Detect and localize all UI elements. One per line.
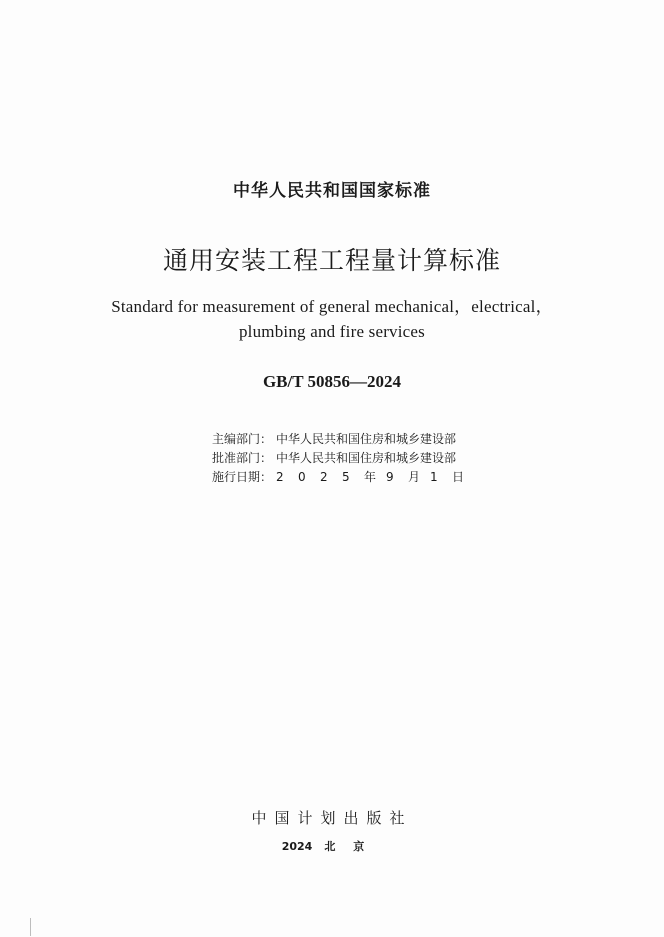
effective-date-char: 月 — [408, 470, 421, 484]
effective-date-char: 1 — [430, 470, 438, 484]
standard-title-chinese: 通用安装工程工程量计算标准 — [162, 246, 501, 275]
effective-date-char: 5 — [342, 470, 350, 484]
approver-label: 批准部门： — [212, 451, 273, 465]
publication-year: 2024 — [281, 840, 313, 853]
effective-date-char: 0 — [298, 470, 306, 484]
chief-editor-label: 主编部门： — [212, 432, 273, 446]
effective-date-char: 9 — [386, 470, 394, 484]
approver-row — [212, 449, 474, 468]
effective-date-label: 施行日期： — [212, 470, 273, 484]
chief-editor-row — [212, 430, 474, 449]
effective-date-value — [276, 468, 474, 487]
chief-editor-value: 中华人民共和国住房和城乡建设部 — [276, 432, 457, 446]
publication-place — [0, 838, 664, 854]
effective-date-row — [212, 468, 474, 487]
effective-date-char: 2 — [320, 470, 328, 484]
standard-code: GB/T 50856—2024 — [262, 372, 402, 391]
standard-metadata — [212, 430, 474, 487]
standard-title-english-line-2: plumbing and fire services — [238, 322, 425, 341]
scan-edge-mark — [30, 918, 31, 936]
publication-city: 北京 — [324, 840, 383, 853]
effective-date-char: 日 — [452, 470, 465, 484]
approver-value: 中华人民共和国住房和城乡建设部 — [276, 451, 457, 465]
effective-date-char: 2 — [276, 470, 284, 484]
standard-title-english — [0, 294, 664, 344]
standard-title-english-line-1: Standard for measurement of general mechanical，electrical， — [111, 297, 553, 316]
effective-date-char: 年 — [364, 470, 377, 484]
publisher-name: 中国计划出版社 — [251, 809, 413, 827]
national-standard-heading: 中华人民共和国国家标准 — [233, 181, 431, 201]
